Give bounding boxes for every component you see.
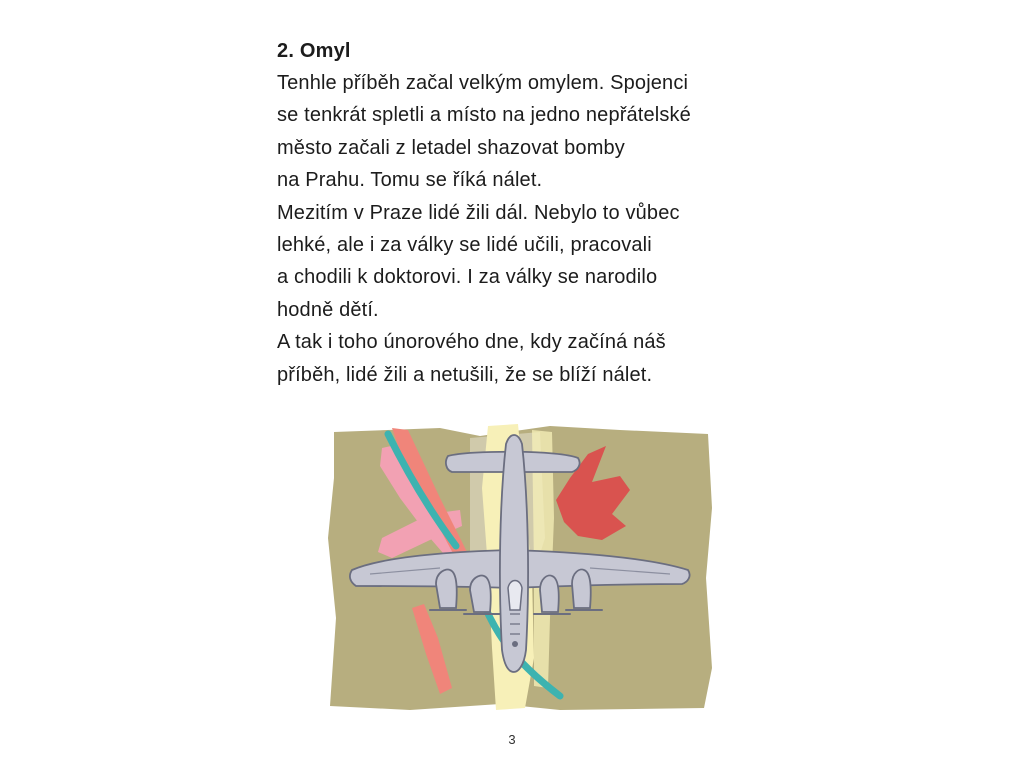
story-line: se tenkrát spletli a místo na jedno nepřátelské	[277, 104, 691, 127]
story-paragraphs	[277, 67, 757, 391]
page-number: 3	[508, 732, 516, 747]
story-line: příběh, lidé žili a netušili, že se blíží nálet.	[277, 363, 653, 386]
story-line: Mezitím v Praze lidé žili dál. Nebylo to vůbec	[277, 201, 680, 224]
story-line: Tenhle příběh začal velkým omylem. Spojenci	[277, 72, 689, 94]
story-line: na Prahu. Tomu se říká nálet.	[277, 169, 543, 192]
bomber-illustration	[320, 418, 720, 718]
story-line: hodně dětí.	[277, 298, 379, 321]
chapter-title: 2. Omyl	[277, 40, 351, 62]
story-line: město začali z letadel shazovat bomby	[277, 136, 625, 159]
story-line: lehké, ale i za války se lidé učili, pracovali	[277, 234, 652, 257]
story-line: a chodili k doktorovi. I za války se narodilo	[277, 266, 658, 289]
story-line: A tak i toho únorového dne, kdy začíná náš	[277, 331, 666, 354]
